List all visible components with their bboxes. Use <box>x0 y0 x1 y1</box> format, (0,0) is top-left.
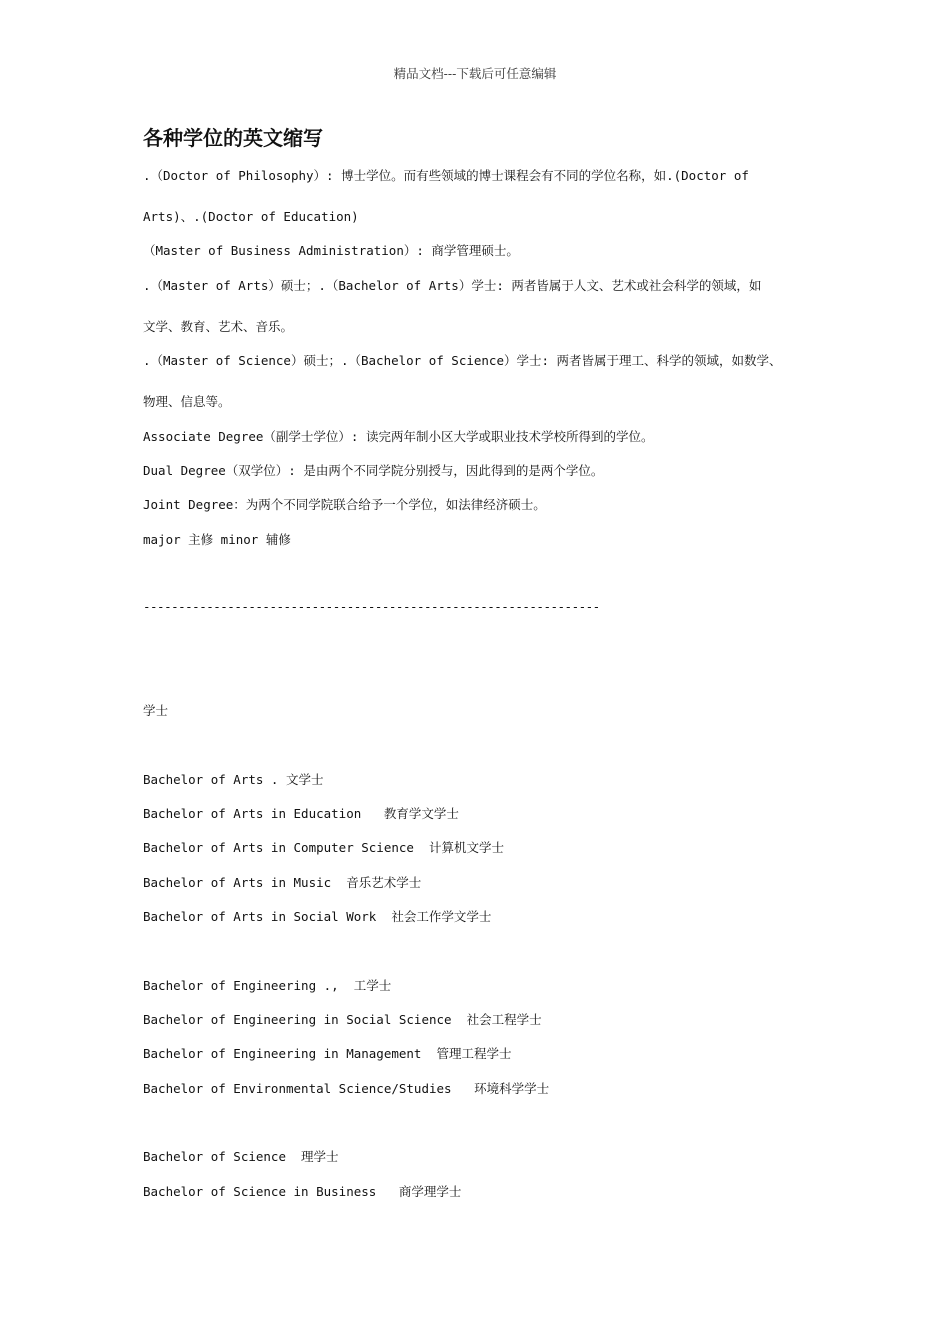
intro-line: （Master of Business Administration）: 商学管理硕士。 <box>143 243 519 258</box>
degree-item: Bachelor of Science in Business 商学理学士 <box>143 1184 462 1199</box>
degree-item: Bachelor of Arts in Computer Science 计算机文学士 <box>143 840 504 855</box>
intro-line: .（Master of Science）硕士；.（Bachelor of Science）学士: 两者皆属于理工、科学的领域，如数学、 <box>143 353 782 368</box>
document-title: 各种学位的英文缩写 <box>143 126 323 150</box>
intro-line: Dual Degree（双学位）: 是由两个不同学院分别授与，因此得到的是两个学位。 <box>143 463 604 478</box>
intro-line: .（Doctor of Philosophy）: 博士学位。而有些领域的博士课程会有不同的学位名称，如.(Doctor of <box>143 168 749 183</box>
degree-item: Bachelor of Engineering ., 工学士 <box>143 978 392 993</box>
page-header: 精品文档---下载后可任意编辑 <box>393 66 557 81</box>
intro-line: Associate Degree（副学士学位）: 读完两年制小区大学或职业技术学校所得到的学位。 <box>143 429 654 444</box>
section-heading: 学士 <box>143 703 169 718</box>
intro-line: 文学、教育、艺术、音乐。 <box>143 319 294 334</box>
section-divider: ----------------------------------------------------------------- <box>143 599 600 614</box>
degree-item: Bachelor of Arts in Music 音乐艺术学士 <box>143 875 422 890</box>
intro-line: major 主修 minor 辅修 <box>143 532 291 547</box>
degree-item: Bachelor of Engineering in Management 管理工程学士 <box>143 1046 512 1061</box>
intro-line: 物理、信息等。 <box>143 394 231 409</box>
degree-item: Bachelor of Arts in Education 教育学文学士 <box>143 806 459 821</box>
degree-item: Bachelor of Environmental Science/Studies 环境科学学士 <box>143 1081 550 1096</box>
intro-line: Arts)、.(Doctor of Education) <box>143 209 359 224</box>
degree-item: Bachelor of Arts in Social Work 社会工作学文学士 <box>143 909 492 924</box>
degree-item: Bachelor of Arts . 文学士 <box>143 772 324 787</box>
degree-item: Bachelor of Engineering in Social Science 社会工程学士 <box>143 1012 542 1027</box>
intro-line: .（Master of Arts）硕士；.（Bachelor of Arts）学士: 两者皆属于人文、艺术或社会科学的领域，如 <box>143 278 762 293</box>
intro-line: Joint Degree：为两个不同学院联合给予一个学位，如法律经济硕士。 <box>143 497 546 512</box>
degree-item: Bachelor of Science 理学士 <box>143 1149 339 1164</box>
